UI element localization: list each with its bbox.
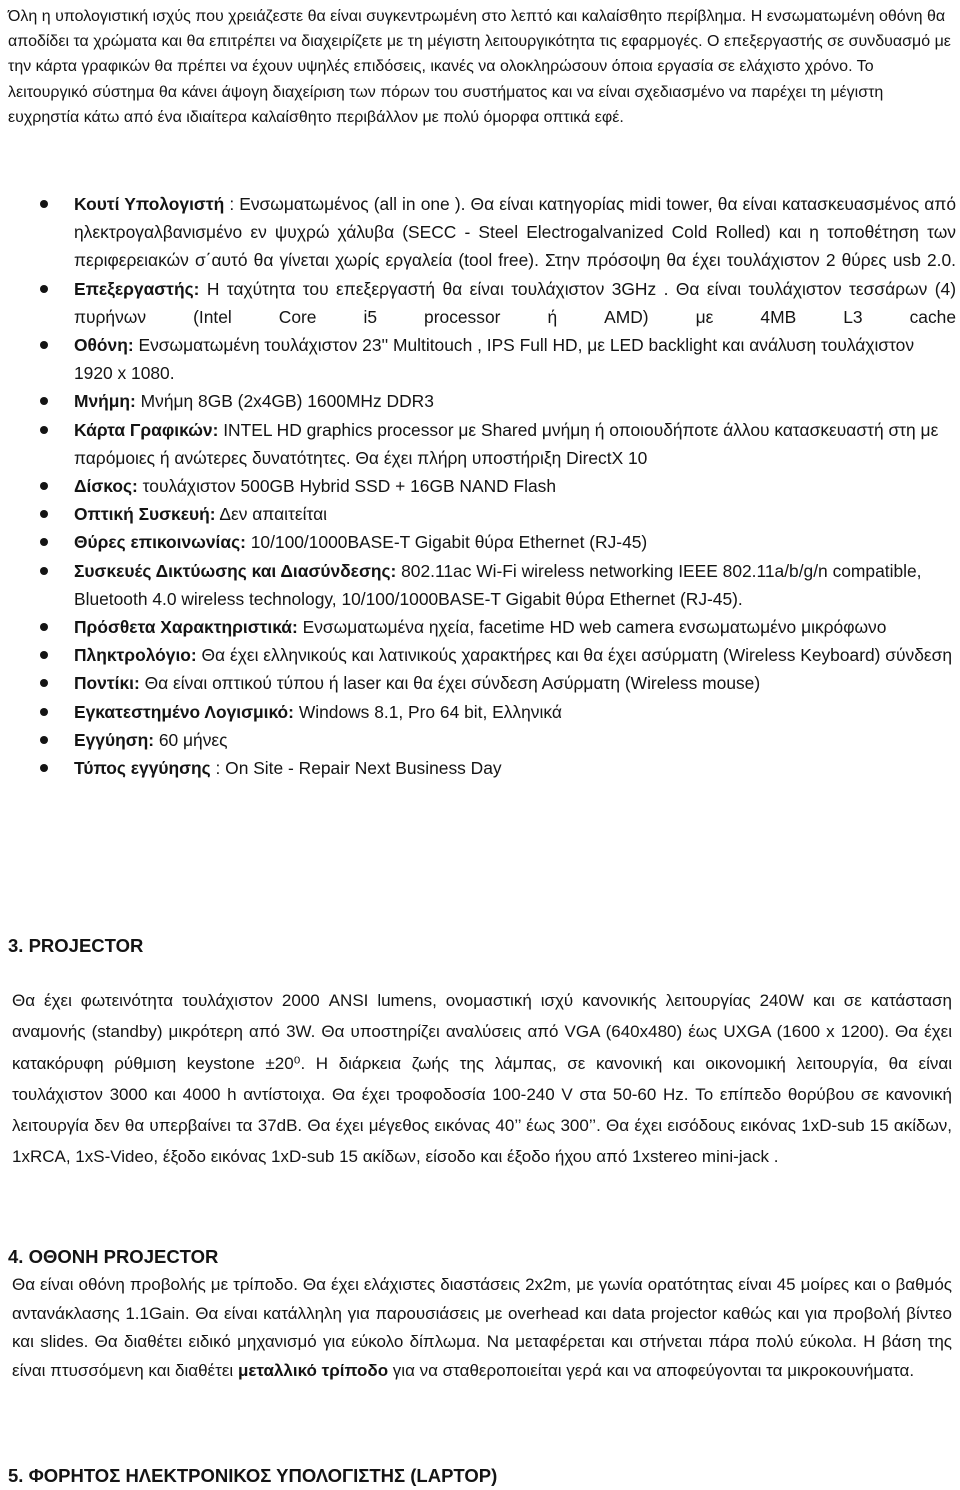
spec-item-networking xyxy=(0,557,960,613)
spec-label: Επεξεργαστής: xyxy=(74,278,200,299)
spec-label: Κάρτα Γραφικών: xyxy=(74,419,219,440)
spec-label: Πληκτρολόγιο: xyxy=(74,645,197,666)
spec-label: Μνήμη: xyxy=(74,391,136,412)
intro-paragraph: Όλη η υπολογιστική ισχύς που χρειάζεστε θα είναι συγκεντρωμένη στο λεπτό και καλαίσθητο περίβλημα. Η ενσωματωμένη οθόνη θα αποδίδει τα χρώματα και θα επιτρέπει να διαχειρίζετε με τη μέγιστη λειτουργικότητα τις εφαρμογές. Ο επεξεργαστής σε συνδυασμό με την κάρτα γραφικών θα πρέπει να έχουν υψηλές επιδόσεις, ικανές να ολοκληρώσουν όποια εργασία σε ελάχιστο χρόνο. Το λειτουργικό σύστημα θα κάνει άψογη διαχείριση των πόρων του συστήματος και να είναι σχεδιασμένο να παρέχει τη μέγιστη ευχρηστία κάτω από ένα ιδιαίτερα καλαίσθητο περιβάλλον με πολύ όμορφα οπτικά εφέ. xyxy=(8,8,951,126)
spec-text: τουλάχιστον 500GB Hybrid SSD + 16GB NAND Flash xyxy=(137,476,557,497)
section-text-part: Θα είναι οθόνη προβολής με τρίποδο. Θα έχει ελάχιστες διαστάσεις 2x2m, με γωνία ορατότητας είναι 45 μοίρες και ο βαθμός αντανάκλασης 1.1Gain. Θα είναι κατάλληλη για παρουσιάσεις με overhead και data projector καθώς και για προβολή βίντεο και slides. Θα διαθέτει ειδικό μηχανισμό για εύκολο δίπλωμα. Να μεταφέρεται και στήνεται πάρα πολύ εύκολα. Η βάση της είναι πτυσσόμενη και διαθέτει xyxy=(12,1275,952,1380)
section-text-projector-screen xyxy=(12,1271,952,1385)
spec-item-extras xyxy=(0,613,960,641)
spec-text: Δεν απαιτείται xyxy=(215,504,328,525)
spec-text: : On Site - Repair Next Business Day xyxy=(210,758,502,779)
spec-item-case xyxy=(0,190,960,275)
spec-item-graphics xyxy=(0,416,960,472)
spec-item-display xyxy=(0,331,960,387)
spec-label: Οθόνη: xyxy=(74,335,134,356)
spec-item-keyboard xyxy=(0,641,960,669)
spec-label: Δίσκος: xyxy=(74,476,138,497)
spec-label: Τύπος εγγύησης xyxy=(74,758,211,779)
spec-text: 10/100/1000BASE-T Gigabit θύρα Ethernet (RJ-45) xyxy=(245,532,648,553)
spec-label: Συσκευές Δικτύωσης και Διασύνδεσης: xyxy=(74,560,397,581)
spec-item-optical xyxy=(0,500,960,528)
spec-text: 802.11ac Wi-Fi wireless networking IEEE 802.11a/b/g/n compatible, Bluetooth 4.0 wireless technology, 10/100/1000BASE-T Gigabit θύρα Ethernet (RJ-45). xyxy=(74,560,922,609)
spec-label: Εγκατεστημένο Λογισμικό: xyxy=(74,701,294,722)
spec-item-warranty-type xyxy=(0,754,960,782)
bold-phrase: μεταλλικό τρίποδο xyxy=(237,1360,389,1380)
spec-item-disk xyxy=(0,472,960,500)
spec-text: Θα είναι οπτικού τύπου ή laser και θα έχει σύνδεση Ασύρματη (Wireless mouse) xyxy=(139,673,761,694)
spec-label: Εγγύηση: xyxy=(74,729,154,750)
section-text-part: για να σταθεροποιείται γερά και να αποφεύγονται τα μικροκουνήματα. xyxy=(388,1360,915,1380)
spec-label: Οπτική Συσκευή: xyxy=(74,504,216,525)
spec-text: Η ταχύτητα του επεξεργαστή θα είναι τουλάχιστον 3GHz . Θα είναι τουλάχιστον τεσσάρων (4) πυρήνων (Intel Core i5 processor ή AMD) με 4MB L3 cache xyxy=(74,278,956,327)
section-text-projector: Θα έχει φωτεινότητα τουλάχιστον 2000 ANSI lumens, ονομαστική ισχύ κανονικής λειτουργίας 240W και σε κατάσταση αναμονής (standby) μικρότερη από 3W. Θα υποστηρίζει αναλύσεις από VGA (640x480) έως UXGA (1600 x 1200). Θα έχει κατακόρυφη ρύθμιση keystone ±20⁰. Η διάρκεια ζωής της λάμπας, σε κανονική και οικονομική λειτουργία, θα είναι τουλάχιστον 3000 και 4000 h αντίστοιχα. Θα έχει τροφοδοσία 100-240 V στα 50-60 Hz. Το επίπεδο θορύβου σε κανονική λειτουργία δεν θα υπερβαίνει τα 37dB. Θα έχει μέγεθος εικόνας 40’’ έως 300’’. Θα έχει εισόδους εικόνας 1xD-sub 15 ακίδων, 1xRCA, 1xS-Video, έξοδο εικόνας 1xD-sub 15 ακίδων, είσοδο και έξοδο ήχου από 1xstereo mini-jack . xyxy=(12,991,952,1167)
spec-item-warranty xyxy=(0,726,960,754)
spec-text: Μνήμη 8GB (2x4GB) 1600MHz DDR3 xyxy=(135,391,434,412)
spec-text: Θα έχει ελληνικούς και λατινικούς χαρακτήρες και θα έχει ασύρματη (Wireless Keyboard) σύνδεση xyxy=(196,645,953,666)
spec-item-software xyxy=(0,698,960,726)
spec-item-processor xyxy=(0,275,960,331)
section-heading-projector-screen: 4. ΟΘΟΝΗ PROJECTOR xyxy=(8,1246,219,1267)
spec-label: Κουτί Υπολογιστή xyxy=(74,194,225,214)
section-heading-laptop: 5. ΦΟΡΗΤΟΣ ΗΛΕΚΤΡΟΝΙΚΟΣ ΥΠΟΛΟΓΙΣΤΗΣ (LAPTOP) xyxy=(8,1465,498,1486)
spec-text: : Ενσωματωμένος (all in one ). Θα είναι κατηγορίας midi tower, θα είναι κατασκευασμένος από ηλεκτρογαλβανισμένο εν ψυχρώ χάλυβα (SECC - Steel Electrogalvanized Cold Rolled) και η τοποθέτηση των περιφερειακών σ΄αυτό θα γίνεται χωρίς εργαλεία (tool free). Στην πρόσοψη θα έχει τουλάχιστον 2 θύρες usb 2.0. xyxy=(74,194,957,271)
spec-text: Ενσωματωμένη τουλάχιστον 23'' Multitouch , IPS Full HD, με LED backlight και ανάλυση τουλάχιστον 1920 x 1080. xyxy=(74,335,915,384)
spec-item-memory xyxy=(0,387,960,415)
section-heading-projector: 3. PROJECTOR xyxy=(8,935,144,956)
spec-text: 60 μήνες xyxy=(154,729,228,750)
spec-text: Ενσωματωμένα ηχεία, facetime HD web camera ενσωματωμένο μικρόφωνο xyxy=(297,617,887,638)
spec-label: Πρόσθετα Χαρακτηριστικά: xyxy=(74,617,298,638)
spec-label: Ποντίκι: xyxy=(74,673,140,694)
spec-item-ports xyxy=(0,528,960,556)
spec-list xyxy=(0,190,960,782)
spec-text: INTEL HD graphics processor με Shared μνήμη ή οποιουδήποτε άλλου κατασκευαστή στη με παρόμοιες ή ανώτερες δυνατότητες. Θα έχει πλήρη υποστήριξη DirectX 10 xyxy=(74,419,939,468)
spec-item-mouse xyxy=(0,669,960,697)
spec-label: Θύρες επικοινωνίας: xyxy=(74,532,246,553)
spec-text: Windows 8.1, Pro 64 bit, Ελληνικά xyxy=(293,701,562,722)
